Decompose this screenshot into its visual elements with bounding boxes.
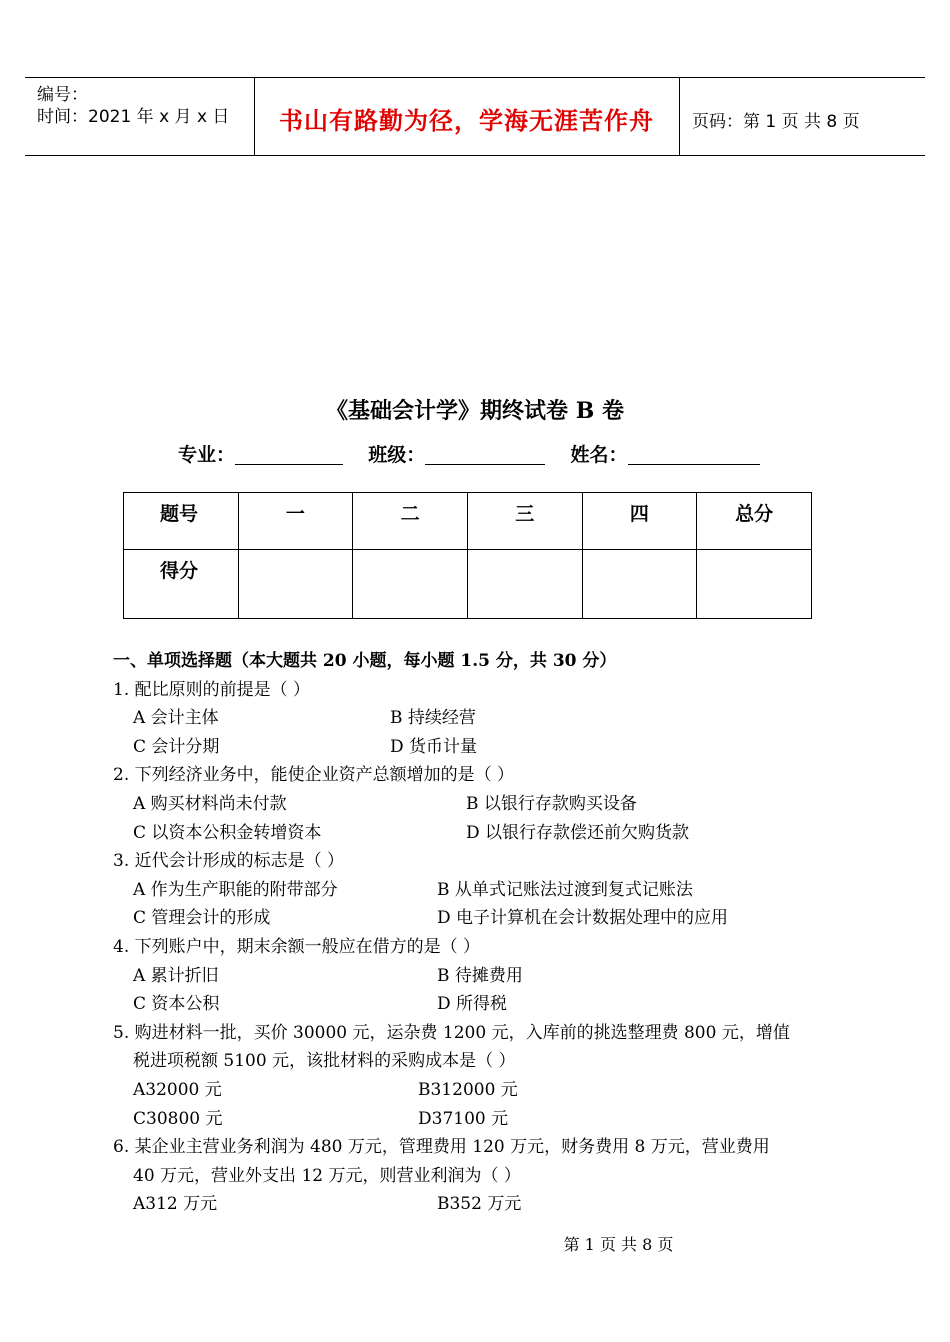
score-cell: 二 — [353, 493, 468, 550]
option: A 累计折旧 — [133, 965, 219, 986]
option: C 管理会计的形成 — [133, 908, 271, 929]
question-2 — [113, 761, 843, 847]
option: C 会计分期 — [133, 736, 220, 757]
score-cell: 得分 — [124, 550, 239, 619]
option: B 待摊费用 — [437, 965, 523, 986]
question-stem-continued: 40 万元，营业外支出 12 万元，则营业利润为（ ） — [133, 1165, 521, 1186]
name-label: 姓名： — [570, 444, 628, 466]
class-label: 班级： — [368, 444, 426, 466]
question-4 — [113, 933, 843, 1019]
time-label: 时间：2021 年 x 月 x 日 — [37, 107, 230, 127]
score-cell[interactable] — [582, 550, 697, 619]
question-stem: 1. 配比原则的前提是（ ） — [113, 679, 311, 700]
question-stem: 6. 某企业主营业务利润为 480 万元，管理费用 120 万元，财务费用 8 万元，营业费用 — [113, 1137, 770, 1158]
header-motto-cell — [254, 78, 680, 155]
option-row — [113, 990, 843, 1019]
score-cell[interactable] — [353, 550, 468, 619]
option: C 资本公积 — [133, 994, 220, 1015]
question-stem-continued: 税进项税额 5100 元，该批材料的采购成本是（ ） — [133, 1051, 516, 1072]
exam-content — [113, 647, 843, 1219]
option-row — [113, 704, 843, 733]
option: B 持续经营 — [390, 708, 476, 729]
score-cell: 一 — [238, 493, 353, 550]
score-cell: 三 — [467, 493, 582, 550]
question-1 — [113, 676, 843, 762]
number-label: 编号： — [37, 85, 88, 105]
option: B312000 元 — [418, 1079, 518, 1100]
option-row — [113, 1190, 843, 1219]
student-info-fields — [178, 440, 760, 467]
option-row — [113, 819, 843, 848]
question-5 — [113, 1019, 843, 1133]
option: D37100 元 — [418, 1108, 509, 1129]
option: A32000 元 — [133, 1079, 222, 1100]
option-row — [113, 876, 843, 905]
score-cell[interactable] — [467, 550, 582, 619]
section-heading: 一、单项选择题（本大题共 20 小题，每小题 1.5 分，共 30 分） — [113, 651, 617, 671]
option: A 购买材料尚未付款 — [133, 793, 287, 814]
exam-title: 《基础会计学》期终试卷 B 卷 — [326, 398, 624, 424]
class-blank[interactable] — [425, 444, 545, 465]
page-footer: 第 1 页 共 8 页 — [563, 1235, 674, 1254]
score-cell[interactable] — [238, 550, 353, 619]
option-row — [113, 733, 843, 762]
page-label: 页码：第 1 页 共 8 页 — [692, 112, 860, 132]
motto: 书山有路勤为径，学海无涯苦作舟 — [279, 107, 654, 135]
major-label: 专业： — [178, 444, 236, 466]
option-row — [113, 1105, 843, 1134]
score-table-score-row — [124, 550, 812, 619]
option: C 以资本公积金转增资本 — [133, 822, 322, 843]
option: A 会计主体 — [133, 708, 219, 729]
option: C30800 元 — [133, 1108, 223, 1129]
score-table — [123, 492, 812, 619]
question-3 — [113, 847, 843, 933]
name-blank[interactable] — [628, 444, 760, 465]
score-table-header-row — [124, 493, 812, 550]
option: D 所得税 — [437, 994, 508, 1015]
score-cell[interactable] — [697, 550, 812, 619]
header-meta-cell — [25, 78, 255, 155]
option: B 以银行存款购买设备 — [466, 793, 637, 814]
option: D 以银行存款偿还前欠购货款 — [466, 822, 690, 843]
score-cell: 总分 — [697, 493, 812, 550]
option: D 货币计量 — [390, 736, 478, 757]
option: A 作为生产职能的附带部分 — [133, 879, 338, 900]
question-stem: 2. 下列经济业务中，能使企业资产总额增加的是（ ） — [113, 765, 515, 786]
question-6 — [113, 1133, 843, 1219]
option-row — [113, 962, 843, 991]
option-row — [113, 1076, 843, 1105]
major-blank[interactable] — [235, 444, 343, 465]
option-row — [113, 790, 843, 819]
document-header — [25, 77, 925, 156]
score-cell: 四 — [582, 493, 697, 550]
option: B352 万元 — [437, 1194, 522, 1215]
option-row — [113, 904, 843, 933]
option: B 从单式记账法过渡到复式记账法 — [437, 879, 693, 900]
option: D 电子计算机在会计数据处理中的应用 — [437, 908, 729, 929]
question-stem: 5. 购进材料一批，买价 30000 元，运杂费 1200 元，入库前的挑选整理费 800 元，增值 — [113, 1022, 790, 1043]
option: A312 万元 — [133, 1194, 218, 1215]
score-cell: 题号 — [124, 493, 239, 550]
header-page-cell — [680, 78, 925, 155]
question-stem: 4. 下列账户中，期末余额一般应在借方的是（ ） — [113, 936, 481, 957]
question-stem: 3. 近代会计形成的标志是（ ） — [113, 851, 345, 872]
